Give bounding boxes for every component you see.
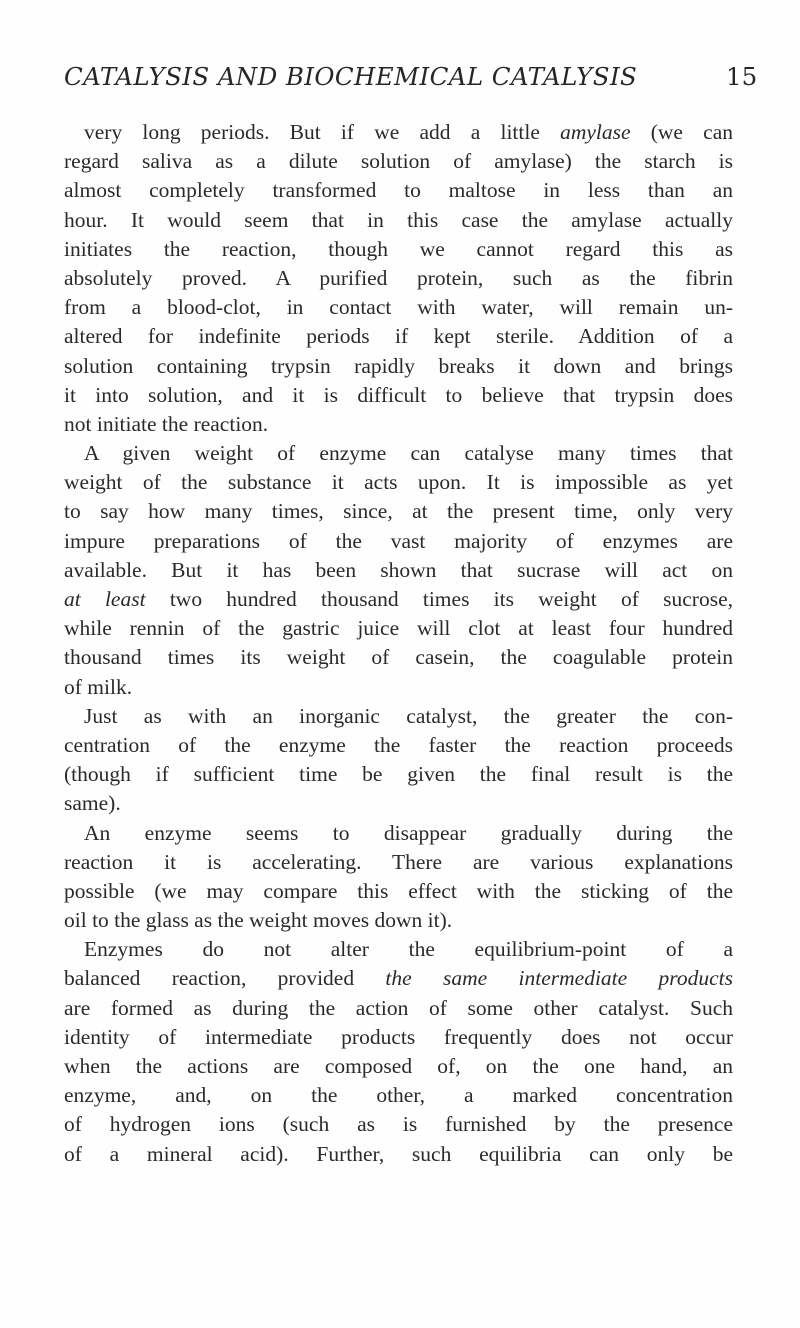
- text-segment: (we can: [630, 120, 733, 144]
- text-line: [64, 848, 733, 877]
- text-line: [64, 1110, 733, 1139]
- text-segment: Enzymes do not alter the equilibrium-point of a: [84, 937, 733, 962]
- text-segment: reaction it is accelerating. There are various explanations: [64, 849, 733, 874]
- text-line: [64, 352, 733, 381]
- text-segment: of hydrogen ions (such as is furnished by the presence: [64, 1112, 733, 1137]
- text-line: [64, 556, 733, 585]
- body-text: [64, 118, 733, 1169]
- text-segment: not initiate the reaction.: [64, 411, 269, 436]
- text-line: [64, 1081, 733, 1110]
- text-line: [64, 322, 733, 351]
- text-line: [64, 994, 733, 1023]
- italic-emphasis: the same intermediate products: [385, 966, 733, 991]
- text-line: [64, 731, 733, 760]
- text-line: [64, 906, 733, 935]
- text-line: [64, 702, 733, 731]
- running-head: [64, 62, 800, 98]
- text-segment: to say how many times, since, at the present time, only very: [64, 499, 733, 524]
- text-segment: absolutely proved. A purified protein, such as the fibrin: [64, 265, 733, 290]
- text-segment: are formed as during the action of some other catalyst. Such: [64, 995, 733, 1020]
- text-segment: hour. It would seem that in this case the amylase actually: [64, 207, 733, 232]
- text-segment: thousand times its weight of casein, the coagulable protein: [64, 645, 733, 670]
- paragraph: [64, 935, 733, 1169]
- text-segment: solution containing trypsin rapidly breaks it down and brings: [64, 353, 733, 378]
- text-line: [64, 410, 733, 439]
- text-segment: balanced reaction, provided: [64, 966, 386, 991]
- text-segment: initiates the reaction, though we cannot regard this as: [64, 236, 733, 261]
- text-segment: Just as with an inorganic catalyst, the greater the con-: [84, 703, 733, 728]
- text-segment: it into solution, and it is difficult to believe that trypsin does: [64, 382, 733, 407]
- text-segment: regard saliva as a dilute solution of amylase) the starch is: [64, 149, 733, 174]
- text-line: [64, 235, 733, 264]
- text-line: [64, 964, 733, 993]
- paragraph: [64, 702, 733, 819]
- italic-emphasis: at least: [64, 587, 146, 611]
- text-segment: An enzyme seems to disappear gradually during the: [84, 820, 733, 845]
- text-line: [64, 293, 733, 322]
- text-segment: when the actions are composed of, on the one hand, an: [64, 1054, 733, 1078]
- text-segment: identity of intermediate products frequently does not occur: [64, 1024, 733, 1049]
- text-line: [64, 877, 733, 906]
- text-segment: altered for indefinite periods if kept sterile. Addition of a: [64, 324, 733, 349]
- paragraph: [64, 819, 733, 936]
- text-segment: weight of the substance it acts upon. It is impossible as yet: [64, 470, 733, 495]
- text-segment: A given weight of enzyme can catalyse many times that: [84, 441, 733, 466]
- text-segment: two hundred thousand times its weight of sucrose,: [145, 587, 733, 611]
- text-segment: (though if sufficient time be given the final result is the: [64, 762, 733, 787]
- text-segment: centration of the enzyme the faster the reaction proceeds: [64, 732, 733, 757]
- text-line: [64, 439, 733, 468]
- text-segment: available. But it has been shown that sucrase will act on: [64, 557, 733, 582]
- italic-emphasis: amylase: [560, 120, 631, 144]
- text-line: [64, 264, 733, 293]
- text-segment: possible (we may compare this effect with the sticking of the: [64, 878, 733, 903]
- text-line: [64, 819, 733, 848]
- text-line: [64, 673, 733, 702]
- text-segment: very long periods. But if we add a little: [84, 120, 561, 144]
- text-line: [64, 789, 733, 818]
- text-line: [64, 1140, 733, 1169]
- text-line: [64, 147, 733, 176]
- text-line: [64, 468, 733, 497]
- text-line: [64, 614, 733, 643]
- text-line: [64, 643, 733, 672]
- text-line: [64, 206, 733, 235]
- text-segment: of milk.: [64, 674, 133, 699]
- text-segment: oil to the glass as the weight moves down it).: [64, 908, 453, 933]
- text-segment: same).: [64, 791, 121, 816]
- page-number: 15: [726, 62, 758, 91]
- running-title: CATALYSIS AND BIOCHEMICAL CATALYSIS: [64, 62, 638, 91]
- text-segment: while rennin of the gastric juice will clot at least four hundred: [64, 616, 733, 641]
- text-segment: impure preparations of the vast majority of enzymes are: [64, 528, 733, 553]
- text-line: [64, 381, 733, 410]
- paragraph: [64, 118, 733, 439]
- text-line: [64, 1023, 733, 1052]
- text-segment: from a blood-clot, in contact with water, will remain un-: [64, 295, 733, 320]
- text-line: [64, 1052, 733, 1081]
- text-line: [64, 585, 733, 614]
- text-line: [64, 527, 733, 556]
- text-line: [64, 935, 733, 964]
- text-segment: enzyme, and, on the other, a marked concentration: [64, 1083, 733, 1108]
- text-line: [64, 760, 733, 789]
- text-line: [64, 176, 733, 205]
- text-line: [64, 118, 733, 147]
- text-segment: of a mineral acid). Further, such equilibria can only be: [64, 1141, 733, 1166]
- paragraph: [64, 439, 733, 702]
- text-segment: almost completely transformed to maltose in less than an: [64, 178, 733, 203]
- text-line: [64, 497, 733, 526]
